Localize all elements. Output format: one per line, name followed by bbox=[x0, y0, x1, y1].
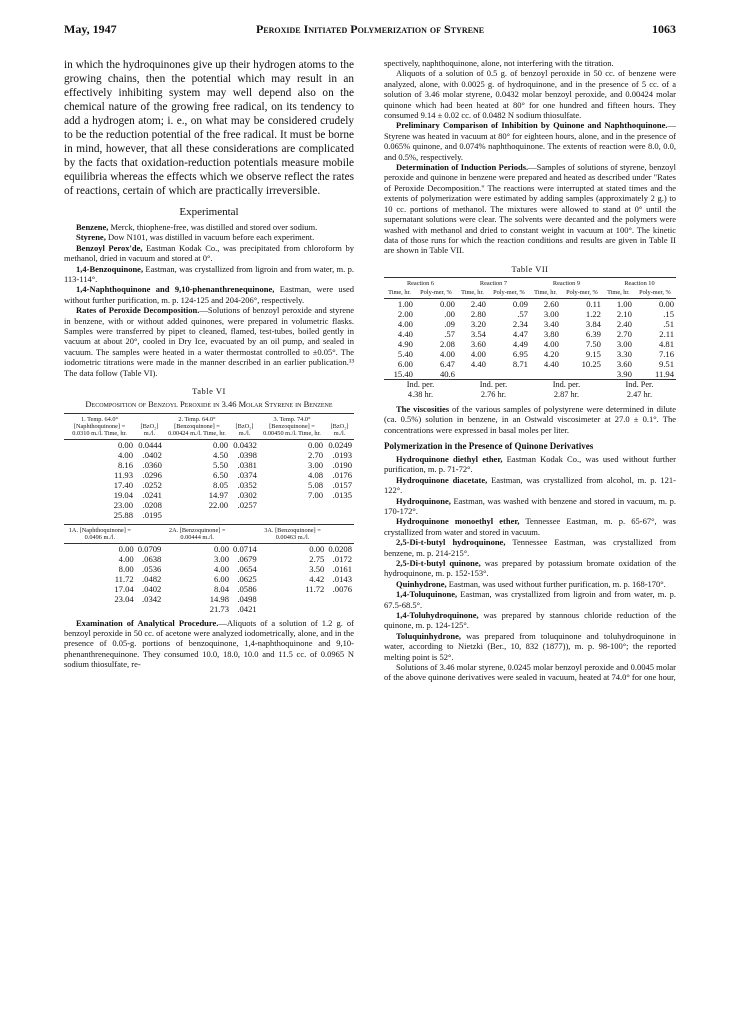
table-vi-a-row bbox=[64, 500, 354, 510]
derivative-paragraph-6 bbox=[384, 579, 676, 589]
table-vi-b-cell: .0161 bbox=[332, 563, 352, 574]
table-vi-a-cell: 2.70 bbox=[308, 449, 324, 460]
table-vi-b-cell: .0172 bbox=[332, 553, 352, 564]
table-vii-cell: .09 bbox=[444, 318, 455, 329]
table-vi-b-row bbox=[64, 543, 354, 554]
experimental-paragraph-text: Merck, thiophene-free, was distilled and stored over sodium. bbox=[108, 222, 318, 232]
table-vii-induction-cell: 4.38 hr. bbox=[407, 389, 434, 399]
page-number: 1063 bbox=[652, 22, 676, 36]
derivative-paragraph-text: Tennessee Eastman, was crystallized from benzene, m. p. 214-215°. bbox=[384, 537, 676, 558]
table-vi-b-header-cell bbox=[136, 524, 164, 543]
table-vii-header-cell: Time, hr. bbox=[530, 289, 561, 299]
table-vii-induction-cell: 2.47 hr. bbox=[626, 389, 653, 399]
table-vii-group-header: Reaction 7 bbox=[457, 277, 530, 289]
experimental-paragraph-lead: 1,4-Benzoquinone, bbox=[76, 263, 144, 274]
table-vi-b-cell: 6.00 bbox=[213, 573, 230, 584]
table-vi-a-cell: .0208 bbox=[142, 499, 162, 510]
table-vi-b-cell: 11.72 bbox=[114, 573, 134, 584]
table-vii-cell: 4.00 bbox=[543, 338, 559, 349]
running-header bbox=[64, 22, 676, 38]
right-para-2: Aliquots of a solution of 0.5 g. of benzoyl peroxide in 50 cc. of benzene were analyzed, alone, with 0.0025 g. of hydroquinone, and in the presence of 5 cc. of a solution of 3.46 molar styrene, 0.0432 molar benzoyl peroxide, and 0.00424 molar quinone which had been heated at 80° for one hundred and fifteen hours. They consumed 9.14 ± 0.02 cc. of 0.0482 N sodium thiosulfate. bbox=[384, 68, 676, 121]
table-vi-a-header-cell: 3. Temp. 74.0° [Benzoquinone] = 0.00450 m./l. Time, hr. bbox=[259, 413, 325, 439]
table-vi-b-header-cell: 2A. [Benzoquinone] = 0.00444 m./l. bbox=[163, 524, 231, 543]
table-vi-a-cell: 25.88 bbox=[113, 509, 134, 520]
experimental-paragraph-lead: Benzoyl Perox'de, bbox=[76, 242, 143, 253]
table-vi-a-cell: 0.0444 bbox=[138, 439, 162, 450]
table-vii-cell bbox=[488, 369, 530, 380]
derivative-paragraph-9 bbox=[384, 631, 676, 662]
right-para-5 bbox=[384, 404, 676, 435]
table-vi-a-cell: .0381 bbox=[237, 459, 257, 470]
right-para-4-lead: Determination of Induction Periods. bbox=[396, 162, 529, 173]
derivative-paragraph-text: was prepared by potassium bromate oxidation of the hydroquinone, m. p. 152-153°. bbox=[384, 558, 677, 579]
table-vii-cell: 2.34 bbox=[512, 318, 528, 329]
quinone-derivative-paragraphs bbox=[384, 454, 676, 662]
experimental-paragraph-text: Eastman, were used without further purification, m. p. 124-125 and 204-206°, respectively. bbox=[64, 284, 354, 305]
table-vi-a-cell: 4.50 bbox=[213, 449, 229, 460]
table-vii-cell: 6.00 bbox=[397, 358, 413, 369]
intro-paragraph: in which the hydroquinones give up their hydrogen atoms to the growing chains, then the potential which may result in an effectively inhibiting system may well depend also on the chemical nature of the growing free radical, on its tendency to add a hydrogen atom; i. e., on what may be considered crudely to be the reduction potential of the free radical. It must be borne in mind, however, that all these considerations are complicated by the facts that oxidation-reduction potentials measure mobile equilibria whereas the effects which we observe reflect the rates of reactions, certain of which are practically irreversible. bbox=[64, 59, 354, 197]
exam-text: —Aliquots of a solution of 1.2 g. of benzoyl peroxide in 50 cc. of acetone were analyzed iodometrically, alone, and in the presence of 0.05-g. portions of benzoquinone, 1,4-naphthoquinone and 9,10-phenanthrenequinone. They consumed 10.0, 18.0, 10.0 and 11.5 cc. of 0.0965 N sodium thiosulfate, re- bbox=[64, 617, 354, 670]
table-vi-a-row bbox=[64, 480, 354, 490]
table-vii-cell: 3.80 bbox=[543, 328, 559, 339]
table-vii-header-cell: Poly-mer, % bbox=[634, 289, 676, 299]
table-vii-cell bbox=[530, 369, 561, 380]
right-column bbox=[384, 58, 676, 683]
table-vi-a-cell: .0190 bbox=[332, 459, 352, 470]
table-vi-a-cell: .0241 bbox=[142, 489, 162, 500]
table-vi-a-cell bbox=[164, 510, 230, 520]
experimental-paragraph-3 bbox=[64, 264, 354, 285]
table-vii-cell: 2.00 bbox=[397, 308, 413, 319]
right-para-3 bbox=[384, 120, 676, 162]
table-vi-a-cell bbox=[325, 500, 354, 510]
table-vii-cell: 10.25 bbox=[581, 358, 601, 369]
table-vii-cell: 4.47 bbox=[512, 328, 528, 339]
table-vii-cell: .57 bbox=[517, 308, 528, 319]
table-vii-cell: 3.90 bbox=[616, 368, 632, 379]
table-vi-a-cell: .0193 bbox=[332, 449, 352, 460]
table-vii-cell: 15.40 bbox=[393, 368, 413, 379]
table-vii-induction-row bbox=[384, 379, 676, 390]
table-vi-b-cell: 0.0709 bbox=[137, 543, 162, 554]
table-vi-a-row bbox=[64, 439, 354, 450]
table-vi-b-cell: 11.72 bbox=[305, 583, 325, 594]
table-vii-cell: 3.30 bbox=[616, 348, 632, 359]
right-para-7: Solutions of 3.46 molar styrene, 0.0245 molar benzoyl peroxide and 0.0045 molar of the above quinone derivatives were sealed in vacuum, heated at 74.0° for one hour, bbox=[384, 662, 676, 683]
derivative-paragraph-5 bbox=[384, 558, 676, 579]
experimental-paragraph-text: Eastman Kodak Co., was precipitated from chloroform by methanol, dried in vacuum and stored at 0°. bbox=[64, 242, 354, 264]
table-vii-cell: 4.00 bbox=[397, 318, 413, 329]
table-vii-cell: 3.84 bbox=[585, 318, 601, 329]
experimental-paragraph-lead: 1,4-Naphthoquinone and 9,10-phenanthrenequinone, bbox=[76, 284, 275, 295]
table-vi-a-cell: 5.08 bbox=[308, 479, 324, 490]
table-vii-group-row bbox=[384, 277, 676, 289]
left-column bbox=[64, 58, 354, 670]
table-vii-group-header: Reaction 10 bbox=[603, 277, 676, 289]
table-vii-cell bbox=[457, 369, 488, 380]
table-vi-b-cell: 17.04 bbox=[114, 583, 134, 594]
table-vi-a-cell: 19.04 bbox=[113, 489, 134, 500]
table-vi-b-cell: .0342 bbox=[142, 593, 162, 604]
header-date: May, 1947 bbox=[64, 22, 117, 36]
table-vi-b-cell: 0.00 bbox=[309, 543, 325, 554]
table-vi-a-cell: .0195 bbox=[142, 509, 162, 520]
derivative-paragraph-lead: 2,5-Di-t-butyl hydroquinone, bbox=[396, 537, 506, 548]
table-vi-a-cell bbox=[259, 510, 325, 520]
table-vii-cell: 2.80 bbox=[470, 308, 486, 319]
table-vii-caption: Table VII bbox=[511, 263, 549, 274]
table-vi-b-cell bbox=[259, 604, 327, 614]
derivative-paragraph-text: Eastman Kodak Co., was used without further purification, m. p. 71-72°. bbox=[384, 453, 676, 475]
table-vi-caption: Table VI bbox=[192, 386, 226, 397]
table-vii-cell bbox=[561, 369, 603, 380]
table-vi-b-cell: .0143 bbox=[332, 573, 352, 584]
table-vi-a-cell: 7.00 bbox=[308, 489, 324, 500]
experimental-paragraph-text: Eastman, was crystallized from ligroin and from water, m. p. 113-114°. bbox=[64, 263, 354, 285]
table-vii-row bbox=[384, 359, 676, 369]
table-vii-cell: 0.11 bbox=[586, 298, 601, 309]
table-vi-a-header-cell: [BzO₂] m./l. bbox=[135, 413, 164, 439]
derivative-paragraph-0 bbox=[384, 454, 676, 475]
table-vi-a-cell: .0360 bbox=[142, 459, 162, 470]
table-vii-cell: 11.94 bbox=[654, 368, 674, 379]
table-vii-cell: 3.00 bbox=[543, 308, 559, 319]
table-vii-cell: 6.47 bbox=[439, 358, 455, 369]
table-vi-a-row bbox=[64, 470, 354, 480]
table-vi-b-cell: 0.0208 bbox=[328, 543, 352, 554]
table-vi-b-header-cell bbox=[231, 524, 259, 543]
derivative-paragraph-1 bbox=[384, 475, 676, 496]
table-vi-b-cell: 0.0714 bbox=[233, 543, 257, 554]
right-para-3-lead: Preliminary Comparison of Inhibition by Quinone and Naphthoquinone. bbox=[396, 120, 668, 131]
table-vi-a-cell: 23.00 bbox=[113, 499, 134, 510]
table-vi-part-2 bbox=[64, 524, 354, 614]
table-vii-cell: 4.40 bbox=[470, 358, 486, 369]
table-vii-cell: 4.00 bbox=[439, 348, 455, 359]
table-vii-cell: 6.39 bbox=[585, 328, 601, 339]
right-para-4 bbox=[384, 162, 676, 256]
table-vii-induction-cell: 2.76 hr. bbox=[480, 389, 507, 399]
experimental-paragraphs bbox=[64, 222, 354, 378]
table-vi-a-cell: .0176 bbox=[332, 469, 352, 480]
table-vi-a-cell: 11.93 bbox=[114, 469, 134, 480]
experimental-paragraph-0 bbox=[64, 222, 354, 232]
table-vii-induction-cell: Ind. per. bbox=[384, 379, 457, 390]
derivative-paragraph-lead: 1,4-Toluhydroquinone, bbox=[396, 610, 479, 621]
table-vii-header-cell: Time, hr. bbox=[457, 289, 488, 299]
experimental-heading: Experimental bbox=[179, 206, 239, 218]
table-vii-cell: 7.16 bbox=[658, 348, 674, 359]
table-vii-cell: 4.90 bbox=[397, 338, 413, 349]
derivative-paragraph-text: Eastman, was crystallized from alcohol, m. p. 121-122°. bbox=[384, 474, 676, 496]
table-vii-row bbox=[384, 319, 676, 329]
derivative-paragraph-7 bbox=[384, 589, 676, 610]
table-vii bbox=[384, 277, 676, 400]
derivative-paragraph-lead: Hydroquinone diethyl ether, bbox=[396, 453, 503, 464]
table-vi-a-cell: 5.50 bbox=[213, 459, 229, 470]
table-vi-a-row bbox=[64, 450, 354, 460]
table-vii-cell: .51 bbox=[663, 318, 674, 329]
table-vi-a-cell: 17.40 bbox=[113, 479, 134, 490]
derivative-paragraph-lead: Hydroquinone diacetate, bbox=[396, 474, 488, 485]
table-vi-b-cell: 8.00 bbox=[118, 563, 134, 574]
table-vi-a-row bbox=[64, 490, 354, 500]
experimental-paragraph-4 bbox=[64, 284, 354, 305]
table-vi-b-cell bbox=[136, 604, 164, 614]
table-vii-cell: 4.49 bbox=[512, 338, 528, 349]
table-vii-header-cell: Poly-mer, % bbox=[561, 289, 603, 299]
table-vi-b-cell bbox=[64, 604, 136, 614]
table-vii-cell: 2.40 bbox=[470, 298, 486, 309]
table-vi-a-header-cell: 1. Temp. 64.0° [Naphthoquinone] = 0.0310 m./l. Time, hr. bbox=[64, 413, 135, 439]
table-vi-a-cell: 0.0249 bbox=[328, 439, 352, 450]
table-vii-cell: 3.54 bbox=[470, 328, 486, 339]
derivative-paragraph-lead: Hydroquinone monoethyl ether, bbox=[396, 516, 520, 527]
table-vii-cell: .15 bbox=[663, 308, 674, 319]
derivative-paragraph-lead: Toluquinhydrone, bbox=[396, 630, 461, 641]
table-vi-a-cell: .0257 bbox=[237, 499, 257, 510]
derivative-paragraph-text: Eastman, was used without further purification, m. p. 168-170°. bbox=[446, 578, 666, 589]
right-para-5-text: of the various samples of polystyrene were determined in dilute (ca. 0.5%) solution in benzene, in an Ostwald viscosimeter at 27.0 ± 0.1°. The concentrations were expressed in basal moles per liter. bbox=[384, 403, 677, 435]
table-vi-b-header-cell: 3A. [Benzoquinone] = 0.00463 m./l. bbox=[259, 524, 327, 543]
derivative-paragraph-text: Eastman, was washed with benzene and stored in vacuum, m. p. 170-172°. bbox=[384, 495, 676, 516]
table-vii-header-row bbox=[384, 289, 676, 299]
exam-paragraph bbox=[64, 618, 354, 670]
table-vii-header-cell: Poly-mer, % bbox=[488, 289, 530, 299]
derivative-paragraph-text: Tennessee Eastman, m. p. 65-67°, was crystallized from water and stored in vacuum. bbox=[384, 516, 676, 537]
table-vi-a-cell: 0.00 bbox=[117, 439, 134, 450]
table-vi-b-cell: .0482 bbox=[142, 573, 162, 584]
experimental-paragraph-text: Dow N101, was distilled in vacuum before each experiment. bbox=[105, 232, 315, 243]
table-vii-cell: 1.00 bbox=[397, 298, 413, 309]
table-vi-b-row bbox=[64, 574, 354, 584]
table-vi-a-row bbox=[64, 460, 354, 470]
derivative-paragraph-lead: Quinhydrone, bbox=[396, 578, 447, 589]
table-vii-cell: 4.00 bbox=[470, 348, 486, 359]
header-title: Peroxide Initiated Polymerization of Styrene bbox=[255, 22, 485, 36]
table-vii-cell: 3.60 bbox=[470, 338, 486, 349]
experimental-paragraph-lead: Styrene, bbox=[76, 232, 106, 243]
table-vi-b-cell: .0625 bbox=[237, 573, 257, 584]
table-vi-b-row bbox=[64, 604, 354, 614]
table-vi-b-cell: 2.75 bbox=[309, 553, 325, 564]
derivative-paragraph-text: was prepared by stannous chloride reduction of the quinone, m. p. 124-125°. bbox=[384, 610, 676, 631]
table-vii-cell: 0.00 bbox=[658, 298, 674, 309]
table-vii-group-header: Reaction 6 bbox=[384, 277, 457, 289]
table-vi-b-row bbox=[64, 554, 354, 564]
table-vi-b-cell: .0654 bbox=[237, 563, 257, 574]
section-heading-quinone-derivatives: Polymerization in the Presence of Quinone Derivatives bbox=[384, 440, 594, 451]
table-vi-a-header-row bbox=[64, 413, 354, 439]
table-vii-header-cell: Poly-mer, % bbox=[415, 289, 457, 299]
table-vi-b-row bbox=[64, 584, 354, 594]
table-vi-b-cell: 14.98 bbox=[209, 593, 230, 604]
table-vi-a-header-cell: 2. Temp. 64.0° [Benzoquinone] = 0.00424 m./l. Time, hr. bbox=[164, 413, 230, 439]
table-vi-a-cell: 0.00 bbox=[308, 439, 324, 450]
table-vii-cell: .00 bbox=[444, 308, 455, 319]
table-vii-cell: 2.40 bbox=[616, 318, 632, 329]
table-vi-b-cell: 23.04 bbox=[114, 593, 134, 604]
table-vii-induction-cell: 2.87 hr. bbox=[553, 389, 580, 399]
table-vi-b-cell: .0638 bbox=[142, 553, 162, 564]
table-vii-cell: 9.51 bbox=[658, 358, 674, 369]
derivative-paragraph-2 bbox=[384, 496, 676, 517]
table-vii-cell: 0.09 bbox=[512, 298, 528, 309]
table-vi-a-cell: .0374 bbox=[237, 469, 257, 480]
table-vi-b-row bbox=[64, 564, 354, 574]
table-vi-a-row bbox=[64, 510, 354, 520]
table-vii-group-header: Reaction 9 bbox=[530, 277, 603, 289]
derivative-paragraph-lead: 2,5-Di-t-butyl quinone, bbox=[396, 558, 481, 568]
derivative-paragraph-lead: 1,4-Toluquinone, bbox=[396, 589, 458, 600]
table-vi-a-cell: 0.0432 bbox=[233, 439, 257, 450]
table-vi-b-cell bbox=[326, 604, 354, 614]
table-vii-cell: 2.10 bbox=[616, 308, 632, 319]
table-vii-cell: 4.40 bbox=[397, 328, 413, 339]
table-vi-b-cell: 4.42 bbox=[309, 573, 325, 584]
table-vii-cell: 1.22 bbox=[585, 308, 601, 319]
right-para-3-text: —Styrene was heated in vacuum at 80° for eighteen hours, alone, and in the presence of 0.065% quinone, and 0.074% naphthoquinone. The extents of reaction were 8.0, 0.0, and 0.5%, respectively. bbox=[384, 120, 676, 162]
table-vi-a-cell bbox=[230, 510, 259, 520]
table-vii-cell: 40.6 bbox=[439, 368, 455, 379]
experimental-paragraph-5 bbox=[64, 305, 354, 378]
table-vii-row bbox=[384, 349, 676, 359]
table-vii-induction-cell: Ind. Per. bbox=[603, 379, 676, 390]
table-vi-a-cell: .0252 bbox=[142, 479, 162, 490]
table-vi-b-row bbox=[64, 594, 354, 604]
table-vii-cell: 2.70 bbox=[616, 328, 632, 339]
table-vii-header-cell: Time, hr. bbox=[603, 289, 634, 299]
table-vi-b-cell bbox=[259, 594, 327, 604]
table-vii-row bbox=[384, 339, 676, 349]
exam-lead: Examination of Analytical Procedure. bbox=[76, 617, 219, 628]
derivative-paragraph-text: Eastman, was crystallized from ligroin and from water, m. p. 67.5-68.5°. bbox=[384, 589, 676, 610]
table-vi-b-header-cell: 1A. [Naphthoquinone] = 0.0496 m./l. bbox=[64, 524, 136, 543]
table-vii-row bbox=[384, 309, 676, 319]
table-vii-cell: .57 bbox=[444, 328, 455, 339]
table-vii-header-cell: Time, hr. bbox=[384, 289, 415, 299]
derivative-paragraph-8 bbox=[384, 610, 676, 631]
table-vi-a-cell: .0398 bbox=[237, 449, 257, 460]
table-vii-cell: 3.60 bbox=[616, 358, 632, 369]
right-para-1: spectively, naphthoquinone, alone, not interfering with the titration. bbox=[384, 58, 614, 68]
table-vi-a-cell bbox=[325, 510, 354, 520]
table-vi-b-cell: .0076 bbox=[332, 583, 352, 594]
table-vi-b-cell: 8.04 bbox=[213, 583, 230, 594]
table-vi-a-cell: .0157 bbox=[332, 479, 352, 490]
table-vii-cell: 2.60 bbox=[543, 298, 559, 309]
derivative-paragraph-text: was prepared from toluquinone and toluhydroquinone in water, according to Nietzki (Ber., 10, 832 (1877)), m. p. 98-100°; the reported melting point is 52°. bbox=[384, 630, 676, 662]
table-vi-a-header-cell: [BzO₂] m./l. bbox=[230, 413, 259, 439]
table-vi-subtitle: Decomposition of Benzoyl Peroxide in 3.46 Molar Styrene in Benzene bbox=[85, 399, 333, 410]
experimental-paragraph-lead: Benzene, bbox=[76, 222, 109, 232]
table-vii-cell: 8.71 bbox=[512, 358, 528, 369]
table-vi-b-cell: 0.00 bbox=[213, 543, 230, 554]
table-vi-b-cell: 0.00 bbox=[118, 543, 134, 554]
table-vi-b-cell: 4.00 bbox=[118, 553, 134, 564]
table-vi-a-cell: 8.16 bbox=[117, 459, 134, 470]
table-vi-a-cell bbox=[259, 500, 325, 510]
table-vi-a-cell: 8.05 bbox=[213, 479, 229, 490]
table-vii-induction-cell: Ind. per. bbox=[457, 379, 530, 390]
table-vi-a-cell: .0302 bbox=[237, 489, 257, 500]
table-vii-cell: 4.20 bbox=[543, 348, 559, 359]
table-vii-cell: 0.00 bbox=[439, 298, 455, 309]
table-vi-a-cell: 4.00 bbox=[117, 449, 134, 460]
table-vi-part-1 bbox=[64, 413, 354, 520]
table-vi-b-cell: 3.00 bbox=[213, 553, 230, 564]
table-vii-cell: 6.95 bbox=[512, 348, 528, 359]
table-vii-cell: 9.15 bbox=[585, 348, 601, 359]
table-vii-cell: 2.08 bbox=[439, 338, 455, 349]
table-vi-a-cell: .0296 bbox=[142, 469, 162, 480]
table-vi-a-cell: .0352 bbox=[237, 479, 257, 490]
table-vii-cell: 2.11 bbox=[659, 328, 674, 339]
table-vi-b-cell: .0402 bbox=[142, 583, 162, 594]
table-vi-a-cell: .0135 bbox=[332, 489, 352, 500]
table-vii-cell: 4.81 bbox=[658, 338, 674, 349]
experimental-paragraph-2 bbox=[64, 243, 354, 264]
table-vi-b-cell bbox=[326, 594, 354, 604]
table-vi-b-cell: .0498 bbox=[237, 593, 257, 604]
experimental-paragraph-lead: Rates of Peroxide Decomposition. bbox=[76, 305, 200, 316]
table-vi-a-cell: 6.50 bbox=[213, 469, 229, 480]
table-vii-cell: 5.40 bbox=[397, 348, 413, 359]
table-vi-b-cell: .0421 bbox=[237, 603, 257, 614]
derivative-paragraph-3 bbox=[384, 516, 676, 537]
table-vii-row bbox=[384, 298, 676, 309]
table-vii-cell: 3.40 bbox=[543, 318, 559, 329]
table-vii-cell: 3.20 bbox=[470, 318, 486, 329]
right-para-5-lead: The viscosities bbox=[396, 403, 450, 414]
table-vii-cell: 1.00 bbox=[616, 298, 632, 309]
experimental-paragraph-text: —Solutions of benzoyl peroxide and styrene in benzene, with or without added quinones, were prepared in volumetric flasks. Samples were transferred by pipet to cleaned, flamed, test-tubes, boiled gently in vacuum at about 20°, cooled in Dry Ice, evacuated by an oil pump, and sealed in vacuum. The samples were heated in a water thermostat controlled to ±0.05°. The iodometric titrations were made in the manner described in an earlier publication.¹³ The data follow (Table VI). bbox=[64, 305, 355, 378]
table-vi-a-cell: 22.00 bbox=[208, 499, 229, 510]
table-vi-b-cell: 4.00 bbox=[213, 563, 230, 574]
table-vi-a-cell: 0.00 bbox=[213, 439, 229, 450]
table-vi-a-header-cell: [BzO₂] m./l. bbox=[325, 413, 354, 439]
table-vi-b-cell: .0679 bbox=[237, 553, 257, 564]
table-vi-b-cell: 21.73 bbox=[209, 603, 230, 614]
table-vii-cell: 4.40 bbox=[543, 358, 559, 369]
right-para-4-text: —Samples of solutions of styrene, benzoyl peroxide and quinone in benzene were prepared and heated as described under "Rates of Peroxide Decomposition." The reactions were interrupted at stated times and the extents of polymerization were estimated by adding samples (approximately 2 g.) to 10 cc. portions of methanol. The mixtures were allowed to stand at 0° until the supernatant solutions were clear. The solvents were decanted and the polymers were washed with methanol and dried to constant weight in vacuum at 100°. The kinetic data of those runs for which the reaction conditions and results are given in Table II are shown in Table VII. bbox=[384, 162, 676, 256]
table-vi-b-cell: .0536 bbox=[142, 563, 162, 574]
table-vii-row bbox=[384, 369, 676, 380]
table-vi-b-cell: .0586 bbox=[237, 583, 257, 594]
table-vii-induction-row bbox=[384, 390, 676, 400]
table-vi-b-cell: 3.50 bbox=[309, 563, 325, 574]
derivative-paragraph-4 bbox=[384, 537, 676, 558]
table-vi-a-cell: 4.08 bbox=[308, 469, 324, 480]
table-vii-row bbox=[384, 329, 676, 339]
table-vii-cell: 7.50 bbox=[585, 338, 601, 349]
table-vii-cell: 3.00 bbox=[616, 338, 632, 349]
table-vi-a-cell: 3.00 bbox=[308, 459, 324, 470]
experimental-paragraph-1 bbox=[64, 232, 354, 242]
table-vi-b-header-row bbox=[64, 524, 354, 543]
table-vii-induction-cell: Ind. per. bbox=[530, 379, 603, 390]
table-vi-a-cell: 14.97 bbox=[208, 489, 229, 500]
table-vi-a-cell: .0402 bbox=[142, 449, 162, 460]
table-vi-b-header-cell bbox=[326, 524, 354, 543]
derivative-paragraph-lead: Hydroquinone, bbox=[396, 495, 451, 506]
